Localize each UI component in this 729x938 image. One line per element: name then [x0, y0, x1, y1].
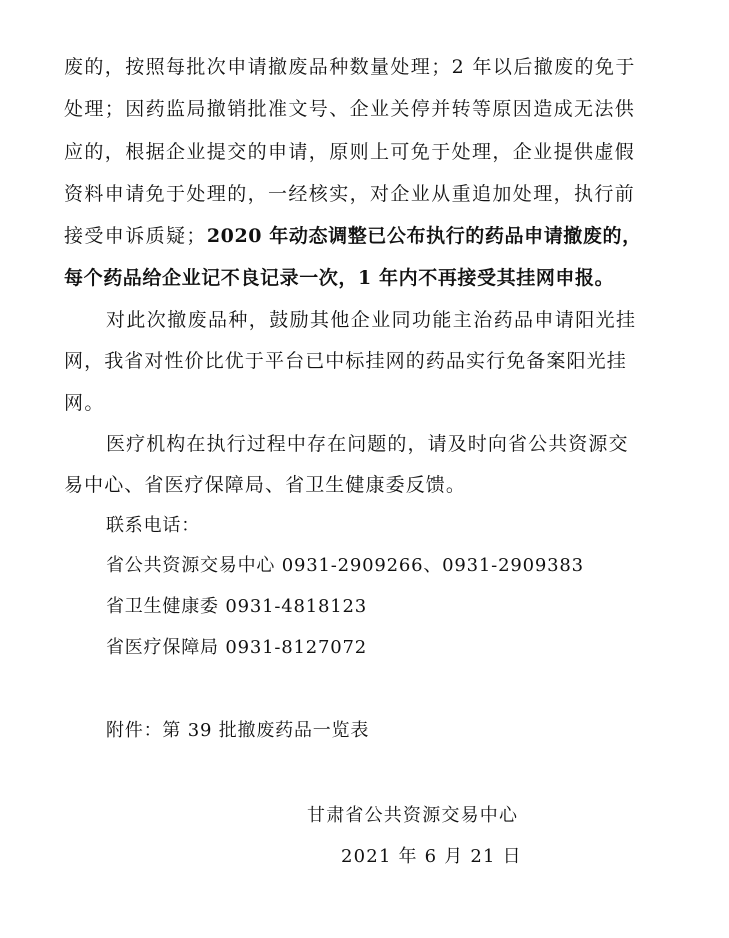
- body-text-segment: 接受申诉质疑；: [64, 225, 207, 247]
- contact-line: 省公共资源交易中心 0931-2909266、0931-2909383: [106, 555, 584, 576]
- contact-heading: 联系电话：: [106, 515, 200, 536]
- signature-org: 甘肃省公共资源交易中心: [307, 805, 519, 826]
- body-text-line: 资料申请免于处理的，一经核实，对企业从重追加处理，执行前: [64, 183, 636, 205]
- signature-date: 2021 年 6 月 21 日: [341, 846, 522, 867]
- body-text-line: 对此次撤废品种，鼓励其他企业同功能主治药品申请阳光挂: [106, 309, 637, 331]
- bold-notice-line: 每个药品给企业记不良记录一次，1 年内不再接受其挂网申报。: [64, 267, 615, 289]
- contact-line: 省医疗保障局 0931-8127072: [106, 637, 367, 658]
- body-text-line: 易中心、省医疗保障局、省卫生健康委反馈。: [64, 474, 467, 496]
- contact-line: 省卫生健康委 0931-4818123: [106, 596, 367, 617]
- body-text-line: 网。: [64, 392, 105, 414]
- body-text-line-mixed: [64, 221, 664, 251]
- bold-notice-segment: 2020 年动态调整已公布执行的药品申请撤废的，: [206, 225, 642, 247]
- attachment-note: 附件：第 39 批撤废药品一览表: [106, 720, 370, 741]
- body-text-line: 网，我省对性价比优于平台已中标挂网的药品实行免备案阳光挂: [64, 350, 627, 372]
- body-text-line: 应的，根据企业提交的申请，原则上可免于处理，企业提供虚假: [64, 141, 636, 163]
- body-text-line: 废的，按照每批次申请撤废品种数量处理；2 年以后撤废的免于: [64, 56, 636, 78]
- body-text-line: 医疗机构在执行过程中存在问题的，请及时向省公共资源交: [106, 433, 629, 455]
- body-text-line: 处理；因药监局撤销批准文号、企业关停并转等原因造成无法供: [64, 98, 636, 120]
